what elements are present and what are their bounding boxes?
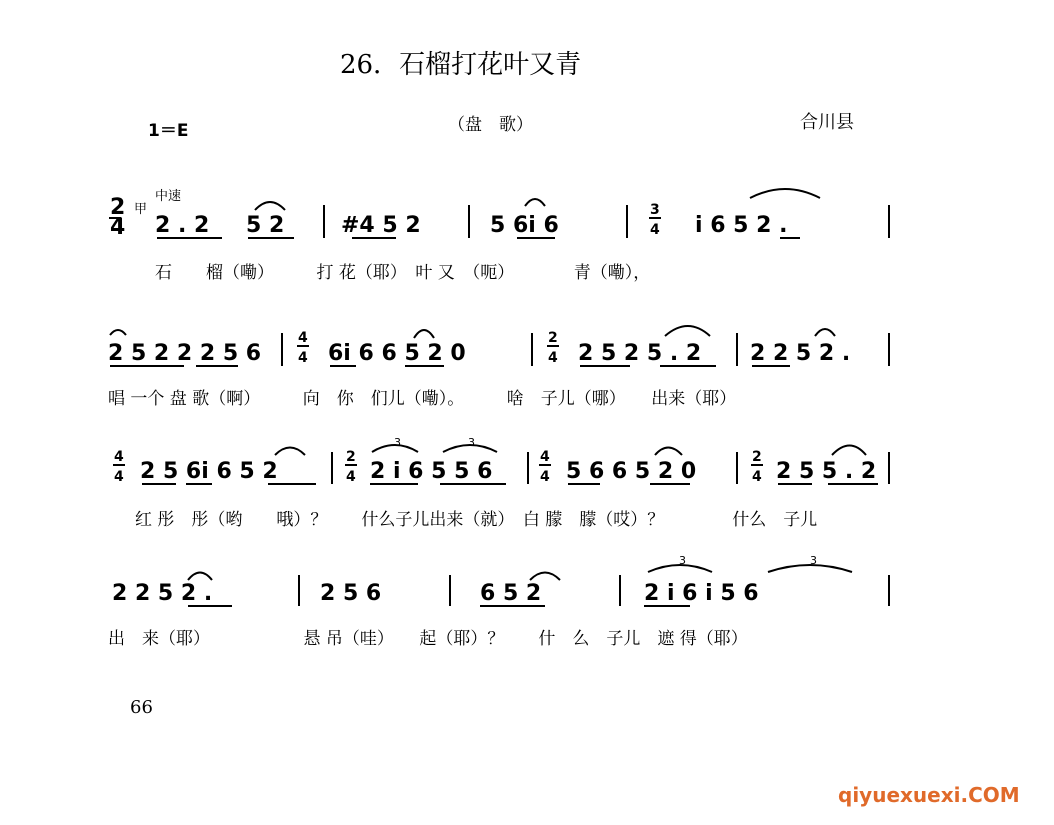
svg-text:2: 2	[752, 449, 762, 465]
svg-text:#4 5 2: #4 5 2	[341, 213, 421, 238]
svg-text:2 5 2 2 2 5 6: 2 5 2 2 2 5 6	[108, 341, 262, 366]
svg-text:5 6 6 5 2 0: 5 6 6 5 2 0	[566, 459, 697, 484]
svg-text:4: 4	[346, 469, 356, 485]
svg-text:3: 3	[650, 202, 660, 218]
song-title: 26．石榴打花叶又青	[340, 50, 582, 80]
svg-text:5 2: 5 2	[246, 213, 285, 238]
page-number: 66	[130, 697, 153, 718]
score-line-2	[108, 326, 889, 366]
svg-text:4: 4	[110, 215, 126, 240]
lyrics-line-3: 红 彤 彤（哟 哦）？ 什么子儿出来（就） 白 朦 朦（哎）？ 什么 子儿	[135, 510, 818, 530]
svg-text:2 2 5 2 .: 2 2 5 2 .	[750, 341, 851, 366]
svg-text:4: 4	[650, 222, 660, 238]
svg-text:3: 3	[468, 436, 475, 449]
svg-text:2 i 6 5 5 6: 2 i 6 5 5 6	[370, 459, 493, 484]
svg-text:2: 2	[346, 449, 356, 465]
tempo-marking: 中速	[155, 189, 182, 204]
svg-text:3: 3	[810, 554, 817, 567]
svg-text:4: 4	[752, 469, 762, 485]
watermark-text: qiyuexuexi.COM	[838, 783, 1020, 807]
svg-text:6 5 2: 6 5 2	[480, 581, 542, 606]
svg-text:3: 3	[679, 554, 686, 567]
score-line-3	[113, 445, 889, 485]
svg-text:2 5 6i 6 5 2: 2 5 6i 6 5 2	[140, 459, 278, 484]
svg-text:3: 3	[394, 436, 401, 449]
lyrics-line-1: 石 榴（嘞） 打 花（耶） 叶 又 （呃） 青（嘞），	[155, 263, 651, 283]
svg-text:2 2 5 2 .: 2 2 5 2 .	[112, 581, 213, 606]
score-line-1	[109, 189, 889, 240]
svg-text:2 5 2 5 . 2: 2 5 2 5 . 2	[578, 341, 702, 366]
svg-text:4: 4	[540, 449, 550, 465]
svg-text:4: 4	[298, 330, 308, 346]
svg-text:5 6i 6: 5 6i 6	[490, 213, 559, 238]
time-signature: 2	[110, 195, 126, 220]
svg-text:4: 4	[114, 449, 124, 465]
score-line-4	[112, 565, 889, 606]
svg-text:4: 4	[540, 469, 550, 485]
lyrics-line-2: 唱 一个 盘 歌（啊） 向 你 们儿（嘞）。 啥 子儿（哪） 出来（耶）	[108, 389, 737, 409]
lyrics-line-4: 出 来（耶） 悬 吊（哇） 起（耶）？ 什 么 子儿 遮 得（耶）	[108, 629, 748, 649]
svg-text:2 . 2: 2 . 2	[155, 213, 210, 238]
svg-text:4: 4	[114, 469, 124, 485]
svg-text:2: 2	[548, 330, 558, 346]
svg-text:4: 4	[548, 350, 558, 366]
svg-text:4: 4	[298, 350, 308, 366]
song-origin: 合川县	[800, 112, 854, 133]
svg-text:6i 6 6 5 2 0: 6i 6 6 5 2 0	[328, 341, 466, 366]
svg-text:2 5 6: 2 5 6	[320, 581, 382, 606]
svg-text:i 6 5 2 .: i 6 5 2 .	[695, 213, 788, 238]
svg-text:2 5 5 . 2: 2 5 5 . 2	[776, 459, 877, 484]
key-signature: 1＝E	[148, 121, 189, 141]
svg-text:2 i 6 i 5 6: 2 i 6 i 5 6	[644, 581, 759, 606]
svg-text:甲: 甲	[134, 202, 148, 217]
song-genre: （盘 歌）	[448, 115, 533, 135]
